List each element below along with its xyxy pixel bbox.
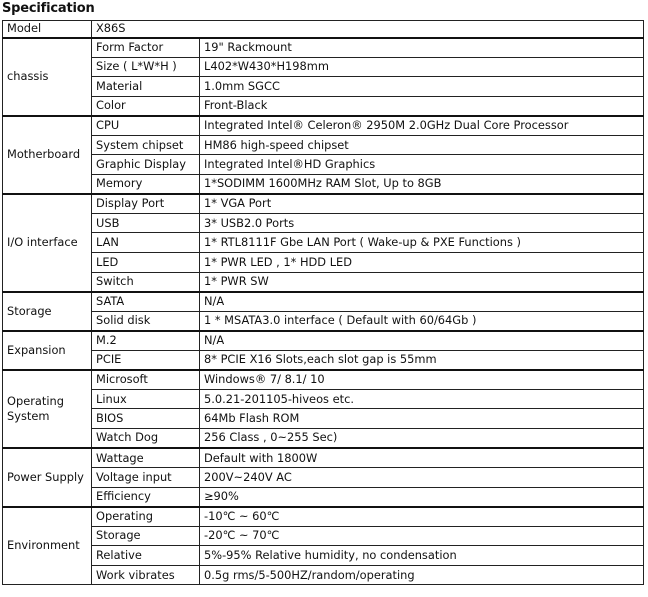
spec-label: Display Port <box>92 194 200 214</box>
spec-label: CPU <box>92 116 200 136</box>
spec-row <box>3 331 644 351</box>
spec-value: 1.0mm SGCC <box>200 77 644 97</box>
group-name: Motherboard <box>3 116 92 194</box>
spec-row <box>3 96 644 116</box>
spec-label: Wattage <box>92 448 200 468</box>
spec-row <box>3 272 644 292</box>
spec-label: Size ( L*W*H ) <box>92 57 200 77</box>
spec-row <box>3 370 644 390</box>
spec-row <box>3 468 644 488</box>
spec-label: Efficiency <box>92 487 200 507</box>
spec-label: BIOS <box>92 409 200 429</box>
spec-row <box>3 155 644 175</box>
spec-label: Switch <box>92 272 200 292</box>
spec-value: 1*SODIMM 1600MHz RAM Slot, Up to 8GB <box>200 174 644 194</box>
spec-value: Windows® 7/ 8.1/ 10 <box>200 370 644 390</box>
spec-row <box>3 311 644 331</box>
spec-row <box>3 292 644 312</box>
spec-value: HM86 high-speed chipset <box>200 135 644 155</box>
spec-value: 64Mb Flash ROM <box>200 409 644 429</box>
group-name: chassis <box>3 38 92 116</box>
spec-label: Solid disk <box>92 311 200 331</box>
model-value: X86S <box>92 21 644 38</box>
spec-value: 19" Rackmount <box>200 38 644 58</box>
spec-row <box>3 487 644 507</box>
spec-value: Integrated Intel®HD Graphics <box>200 155 644 175</box>
spec-row <box>3 507 644 527</box>
spec-row <box>3 350 644 370</box>
spec-value: 8* PCIE X16 Slots,each slot gap is 55mm <box>200 350 644 370</box>
spec-row <box>3 38 644 58</box>
spec-label: Memory <box>92 174 200 194</box>
spec-value: 1* RTL8111F Gbe LAN Port ( Wake-up & PXE Functions ) <box>200 233 644 253</box>
spec-value: 0.5g rms/5-500HZ/random/operating <box>200 565 644 585</box>
group-name: Power Supply <box>3 448 92 507</box>
spec-value: N/A <box>200 292 644 312</box>
spec-label: USB <box>92 213 200 233</box>
model-row <box>3 21 644 38</box>
spec-label: Storage <box>92 526 200 546</box>
spec-row <box>3 526 644 546</box>
spec-value: 3* USB2.0 Ports <box>200 213 644 233</box>
spec-value: Default with 1800W <box>200 448 644 468</box>
spec-value: ≥90% <box>200 487 644 507</box>
group-name: Expansion <box>3 331 92 370</box>
spec-value: 1* PWR LED , 1* HDD LED <box>200 253 644 273</box>
group-name: Operating System <box>3 370 92 448</box>
spec-value: 200V~240V AC <box>200 468 644 488</box>
model-label: Model <box>3 21 92 38</box>
spec-value: 5%-95% Relative humidity, no condensation <box>200 546 644 566</box>
spec-value: 1* VGA Port <box>200 194 644 214</box>
spec-value: L402*W430*H198mm <box>200 57 644 77</box>
spec-label: Relative <box>92 546 200 566</box>
spec-label: System chipset <box>92 135 200 155</box>
spec-label: Voltage input <box>92 468 200 488</box>
spec-value: 5.0.21-201105-hiveos etc. <box>200 389 644 409</box>
spec-value: 1* PWR SW <box>200 272 644 292</box>
spec-row <box>3 565 644 585</box>
spec-label: LED <box>92 253 200 273</box>
spec-value: 1 * MSATA3.0 interface ( Default with 60/64Gb ) <box>200 311 644 331</box>
spec-row <box>3 116 644 136</box>
spec-row <box>3 233 644 253</box>
specification-table-body <box>3 21 644 585</box>
group-name: Environment <box>3 507 92 585</box>
spec-value: -20℃ ~ 70℃ <box>200 526 644 546</box>
spec-row <box>3 57 644 77</box>
spec-value: N/A <box>200 331 644 351</box>
group-name: I/O interface <box>3 194 92 292</box>
spec-row <box>3 194 644 214</box>
spec-value: 256 Class , 0~255 Sec) <box>200 428 644 448</box>
spec-row <box>3 213 644 233</box>
spec-label: Operating <box>92 507 200 527</box>
spec-label: Form Factor <box>92 38 200 58</box>
page-title: Specification <box>2 1 95 16</box>
spec-label: Work vibrates <box>92 565 200 585</box>
spec-label: M.2 <box>92 331 200 351</box>
spec-row <box>3 389 644 409</box>
spec-value: Integrated Intel® Celeron® 2950M 2.0GHz Dual Core Processor <box>200 116 644 136</box>
spec-label: Microsoft <box>92 370 200 390</box>
spec-label: Watch Dog <box>92 428 200 448</box>
specification-table <box>2 20 644 585</box>
spec-row <box>3 174 644 194</box>
spec-row <box>3 77 644 97</box>
spec-row <box>3 428 644 448</box>
spec-row <box>3 135 644 155</box>
spec-row <box>3 546 644 566</box>
spec-label: PCIE <box>92 350 200 370</box>
spec-label: Material <box>92 77 200 97</box>
spec-label: LAN <box>92 233 200 253</box>
spec-label: SATA <box>92 292 200 312</box>
group-name: Storage <box>3 292 92 331</box>
spec-row <box>3 409 644 429</box>
spec-value: -10℃ ~ 60℃ <box>200 507 644 527</box>
spec-row <box>3 448 644 468</box>
spec-label: Color <box>92 96 200 116</box>
spec-label: Graphic Display <box>92 155 200 175</box>
spec-label: Linux <box>92 389 200 409</box>
spec-row <box>3 253 644 273</box>
spec-value: Front-Black <box>200 96 644 116</box>
